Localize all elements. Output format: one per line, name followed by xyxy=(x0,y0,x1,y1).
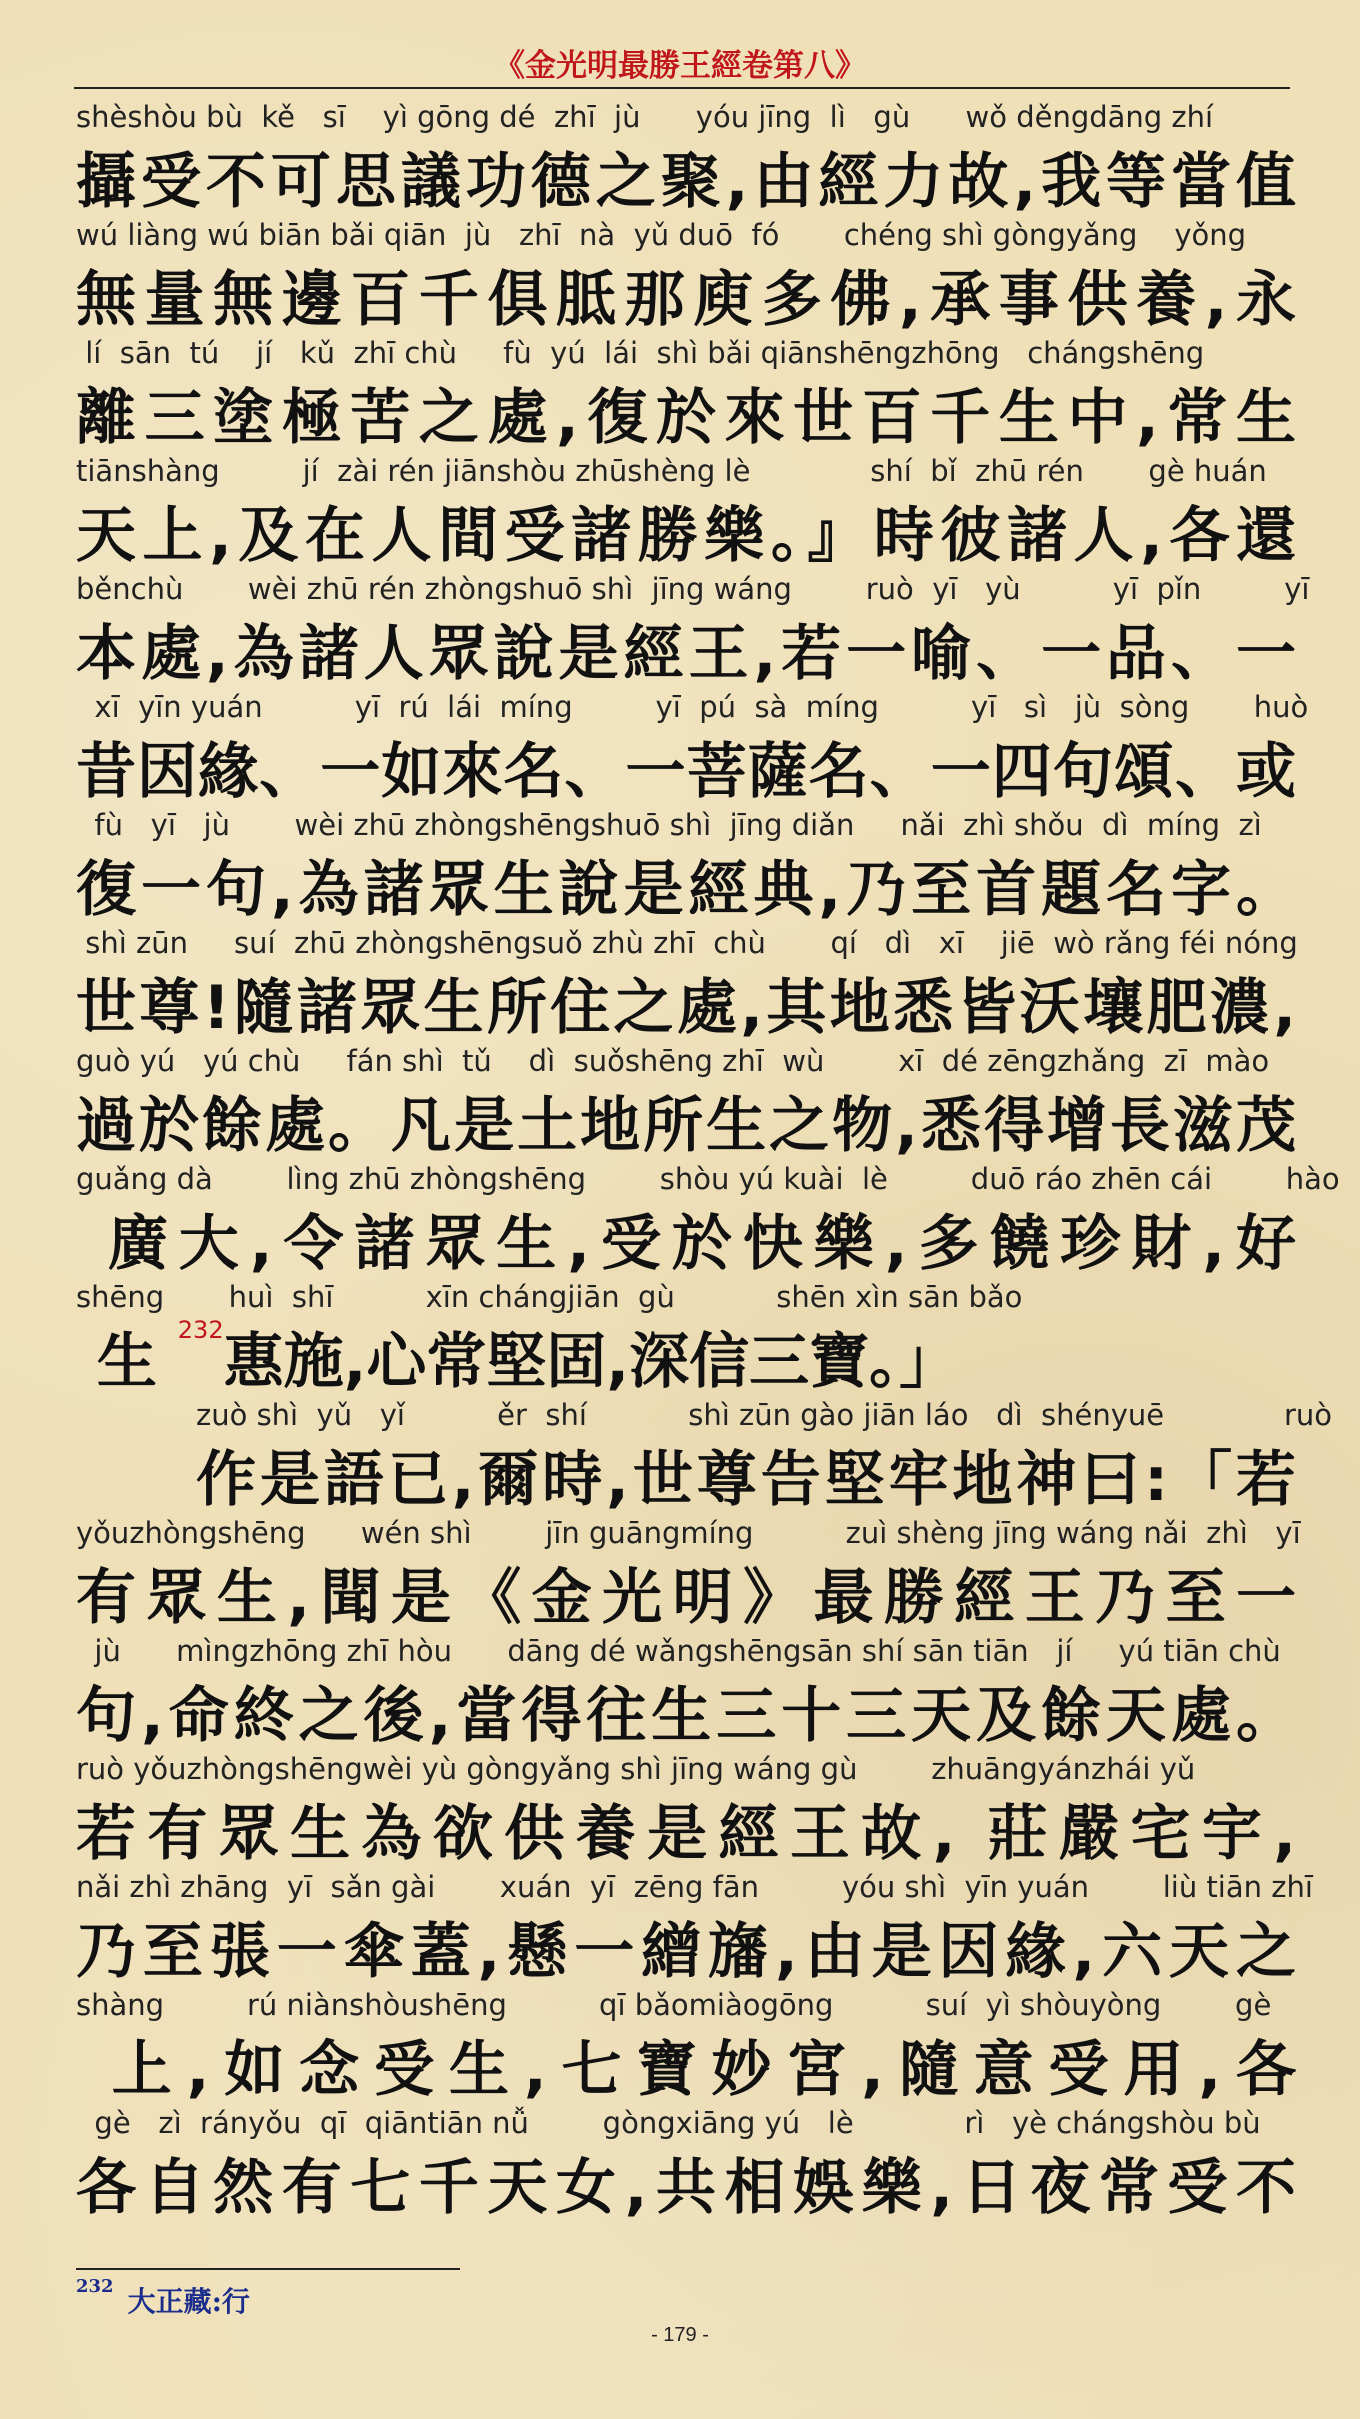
text-line-10 xyxy=(76,1162,1340,1280)
chinese-text-start: 生 xyxy=(76,1327,178,1397)
text-line-3 xyxy=(76,336,1296,454)
footnote-rule xyxy=(76,2268,460,2270)
pinyin-annotation: wú liàng wú biān bǎi qiān jù zhī nà yǔ duō fó chéng shì gòngyǎng yǒng xyxy=(76,218,1247,252)
header-rule xyxy=(74,87,1290,89)
chinese-text: 乃至張一傘蓋,懸一繒旛,由是因緣,六天之 xyxy=(76,1917,1296,1987)
chinese-text: 上,如念受生,七寶妙宮,隨意受用,各 xyxy=(76,2035,1296,2105)
page-number: - 179 - xyxy=(651,2324,709,2346)
chinese-text: 攝受不可思議功德之聚,由經力故,我等當值 xyxy=(76,147,1296,217)
pinyin-annotation: gè zì rányǒu qī qiāntiān nǚ gòngxiāng yú lè rì yè chángshòu bù xyxy=(76,2106,1261,2140)
text-line-13 xyxy=(76,1516,1301,1634)
chinese-text: 若有眾生為欲供養是經王故, 莊嚴宅宇, xyxy=(76,1799,1296,1869)
text-line-7 xyxy=(76,808,1296,926)
text-line-15 xyxy=(76,1752,1296,1870)
pinyin-annotation: zuò shì yǔ yǐ ěr shí shì zūn gào jiān láo dì shényuē ruò xyxy=(196,1398,1332,1432)
chinese-text: 過於餘處。凡是土地所生之物,悉得增長滋茂 xyxy=(76,1091,1296,1161)
footnote xyxy=(76,2276,250,2320)
chinese-text: 天上,及在人間受諸勝樂。』時彼諸人,各還 xyxy=(76,501,1296,571)
chinese-text: 各自然有七千天女,共相娛樂,日夜常受不 xyxy=(76,2153,1296,2223)
text-line-1 xyxy=(76,100,1296,218)
pinyin-annotation: guò yú yú chù fán shì tǔ dì suǒshēng zhī wù xī dé zēngzhǎng zī mào xyxy=(76,1044,1270,1078)
text-line-17 xyxy=(76,1988,1296,2106)
pinyin-annotation: shàng rú niànshòushēng qī bǎomiàogōng suí yì shòuyòng gè xyxy=(76,1988,1272,2022)
pinyin-annotation: lí sān tú jí kǔ zhī chù fù yú lái shì bǎi qiānshēngzhōng chángshēng xyxy=(76,336,1205,370)
pinyin-annotation: fù yī jù wèi zhū zhòngshēngshuō shì jīng diǎn nǎi zhì shǒu dì míng zì xyxy=(76,808,1262,842)
chinese-text: 復一句,為諸眾生說是經典,乃至首題名字。 xyxy=(76,855,1296,925)
text-line-2 xyxy=(76,218,1296,336)
chinese-text: 句,命終之後,當得往生三十三天及餘天處。 xyxy=(76,1681,1296,1751)
pinyin-annotation: tiānshàng jí zài rén jiānshòu zhūshèng lè shí bǐ zhū rén gè huán xyxy=(76,454,1267,488)
chinese-text: 世尊!隨諸眾生所住之處,其地悉皆沃壤肥濃, xyxy=(76,973,1296,1043)
chinese-text: 作是語已,爾時,世尊告堅牢地神曰:「若 xyxy=(196,1445,1296,1515)
page-header-title: 《金光明最勝王經卷第八》 xyxy=(494,48,866,84)
pinyin-annotation: shēng huì shī xīn chángjiān gù shēn xìn sān bǎo xyxy=(76,1280,1023,1314)
pinyin-annotation: yǒuzhòngshēng wén shì jīn guāngmíng zuì shèng jīng wáng nǎi zhì yī xyxy=(76,1516,1301,1550)
chinese-text: 本處,為諸人眾說是經王,若一喻、一品、一 xyxy=(76,619,1296,689)
pinyin-annotation: jù mìngzhōng zhī hòu dāng dé wǎngshēngsān shí sān tiān jí yú tiān chù xyxy=(76,1634,1281,1668)
text-line-16 xyxy=(76,1870,1313,1988)
pinyin-annotation: shèshòu bù kě sī yì gōng dé zhī jù yóu jīng lì gù wǒ děngdāng zhí xyxy=(76,100,1214,134)
footnote-reference[interactable]: 232 xyxy=(177,1316,224,1344)
chinese-text: 無量無邊百千俱胝那庾多佛,承事供養,永 xyxy=(76,265,1296,335)
text-line-11 xyxy=(76,1280,1296,1398)
pinyin-annotation: xī yīn yuán yī rú lái míng yī pú sà míng yī sì jù sòng huò xyxy=(76,690,1309,724)
chinese-text: 有眾生,聞是《金光明》最勝經王乃至一 xyxy=(76,1563,1296,1633)
text-line-14 xyxy=(76,1634,1296,1752)
text-line-18 xyxy=(76,2106,1296,2224)
footnote-number: 232 xyxy=(76,2276,114,2297)
footnote-text: 大正藏:行 xyxy=(127,2285,250,2318)
pinyin-annotation: shì zūn suí zhū zhòngshēngsuǒ zhù zhī chù qí dì xī jiē wò rǎng féi nóng xyxy=(76,926,1298,960)
chinese-text: 廣大,令諸眾生,受於快樂,多饒珍財,好 xyxy=(76,1209,1296,1279)
pinyin-annotation: běnchù wèi zhū rén zhòngshuō shì jīng wáng ruò yī yù yī pǐn yī xyxy=(76,572,1310,606)
chinese-text: 離三塗極苦之處,復於來世百千生中,常生 xyxy=(76,383,1296,453)
pinyin-annotation: guǎng dà lìng zhū zhòngshēng shòu yú kuài lè duō ráo zhēn cái hào xyxy=(76,1162,1340,1196)
pinyin-annotation: nǎi zhì zhāng yī sǎn gài xuán yī zēng fān yóu shì yīn yuán liù tiān zhī xyxy=(76,1870,1313,1904)
pinyin-annotation: ruò yǒuzhòngshēngwèi yù gòngyǎng shì jīng wáng gù zhuāngyánzhái yǔ xyxy=(76,1752,1196,1786)
text-line-5 xyxy=(76,572,1310,690)
chinese-text xyxy=(76,1314,1296,1400)
text-line-8 xyxy=(76,926,1296,1044)
text-line-9 xyxy=(76,1044,1296,1162)
text-line-4 xyxy=(76,454,1296,572)
text-line-6 xyxy=(76,690,1309,808)
chinese-text: 昔因緣、一如來名、一菩薩名、一四句頌、或 xyxy=(76,737,1296,807)
chinese-text-rest: 惠施,心常堅固,深信三寶。」 xyxy=(223,1327,960,1397)
text-line-12 xyxy=(196,1398,1332,1516)
